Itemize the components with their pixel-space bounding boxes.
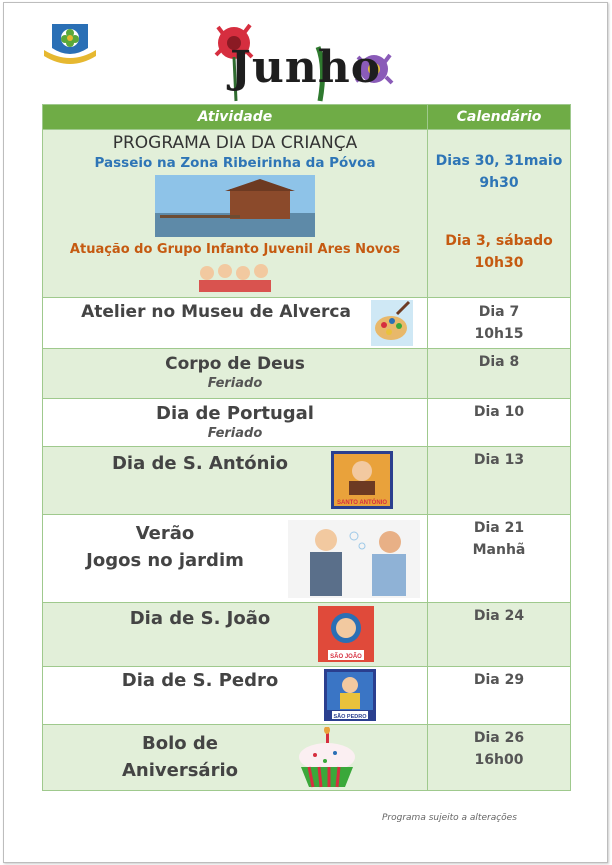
footer-note: Programa sujeito a alterações [382,813,517,823]
date-text: Dia 26 [473,730,525,746]
table-header-row [43,105,571,130]
birthday-cupcake-icon [291,727,361,789]
calendar-cell [428,667,571,725]
saint-john-badge [318,606,374,662]
activity-title: Atelier no Museu de Alverca [81,302,351,322]
date-text: Dia 24 [473,608,525,624]
table-row [43,725,571,791]
activity-title: Dia de S. António [111,453,289,474]
elderly-couple-photo [288,520,420,598]
activity-cell [43,349,428,399]
time-text: Manhã [472,542,526,558]
table-row [43,399,571,447]
school-logo-icon [40,20,100,66]
badge-label: SANTO ANTÓNIO [336,500,388,506]
time-text: 9h30 [479,175,519,191]
date-text: Dias 30, 31maio [435,153,563,169]
activity-cell [43,725,428,791]
table-row [43,447,571,515]
activity-title: Corpo de Deus [165,354,305,374]
calendar-cell [428,725,571,791]
activity-cell [43,399,428,447]
activity-cell [43,667,428,725]
time-text: 10h15 [474,326,524,342]
calendar-cell [428,399,571,447]
calendar-cell [428,349,571,399]
date-text: Dia 7 [478,304,520,320]
time-text: 16h00 [474,752,524,768]
activity-title: Bolo de [142,733,218,754]
activity-title: Dia de Portugal [156,403,314,424]
date-text: Dia 21 [473,520,525,536]
activity-detail-2: Atuação do Grupo Infanto Juvenil Ares Novos [69,242,401,257]
activity-cell [43,130,428,298]
date-text: Dia 8 [478,354,520,370]
activity-cell [43,298,428,349]
calendar-cell [428,130,571,298]
activity-title: Dia de S. Pedro [121,670,279,691]
date-text: Dia 29 [473,672,525,688]
table-row [43,667,571,725]
activity-cell [43,447,428,515]
saint-anthony-badge [331,451,393,509]
activity-detail-1: Passeio na Zona Ribeirinha da Póvoa [94,155,376,171]
badge-label: SÃO PEDRO [333,714,367,720]
children-group-icon [195,261,275,293]
activity-title-line2: Jogos no jardim [86,550,244,571]
activities-table [42,104,571,791]
date-text: Dia 3, sábado [445,233,553,249]
saint-peter-badge [324,669,376,721]
badge-label: SÃO JOÃO [330,654,362,660]
time-text: 10h30 [474,255,524,271]
calendar-cell [428,515,571,603]
activity-cell [43,603,428,667]
activity-title: Verão [135,523,195,544]
calendar-cell [428,298,571,349]
activity-cell [43,515,428,603]
activity-title: Dia de S. João [129,608,271,629]
table-row [43,515,571,603]
table-row [43,603,571,667]
activity-subtitle: Feriado [207,426,263,441]
month-title: Junho [230,42,382,93]
column-header-calendar: Calendário [428,105,571,130]
paint-palette-icon [371,300,413,346]
calendar-cell [428,447,571,515]
date-text: Dia 13 [473,452,525,468]
calendar-cell [428,603,571,667]
activity-subtitle: Feriado [207,376,263,391]
activity-title-line2: Aniversário [121,760,238,781]
table-row [43,349,571,399]
table-row [43,130,571,298]
table-row [43,298,571,349]
date-text: Dia 10 [473,404,525,420]
column-header-activity: Atividade [43,105,428,130]
riverside-photo [155,175,315,237]
activity-title: PROGRAMA DIA DA CRIANÇA [112,133,358,153]
